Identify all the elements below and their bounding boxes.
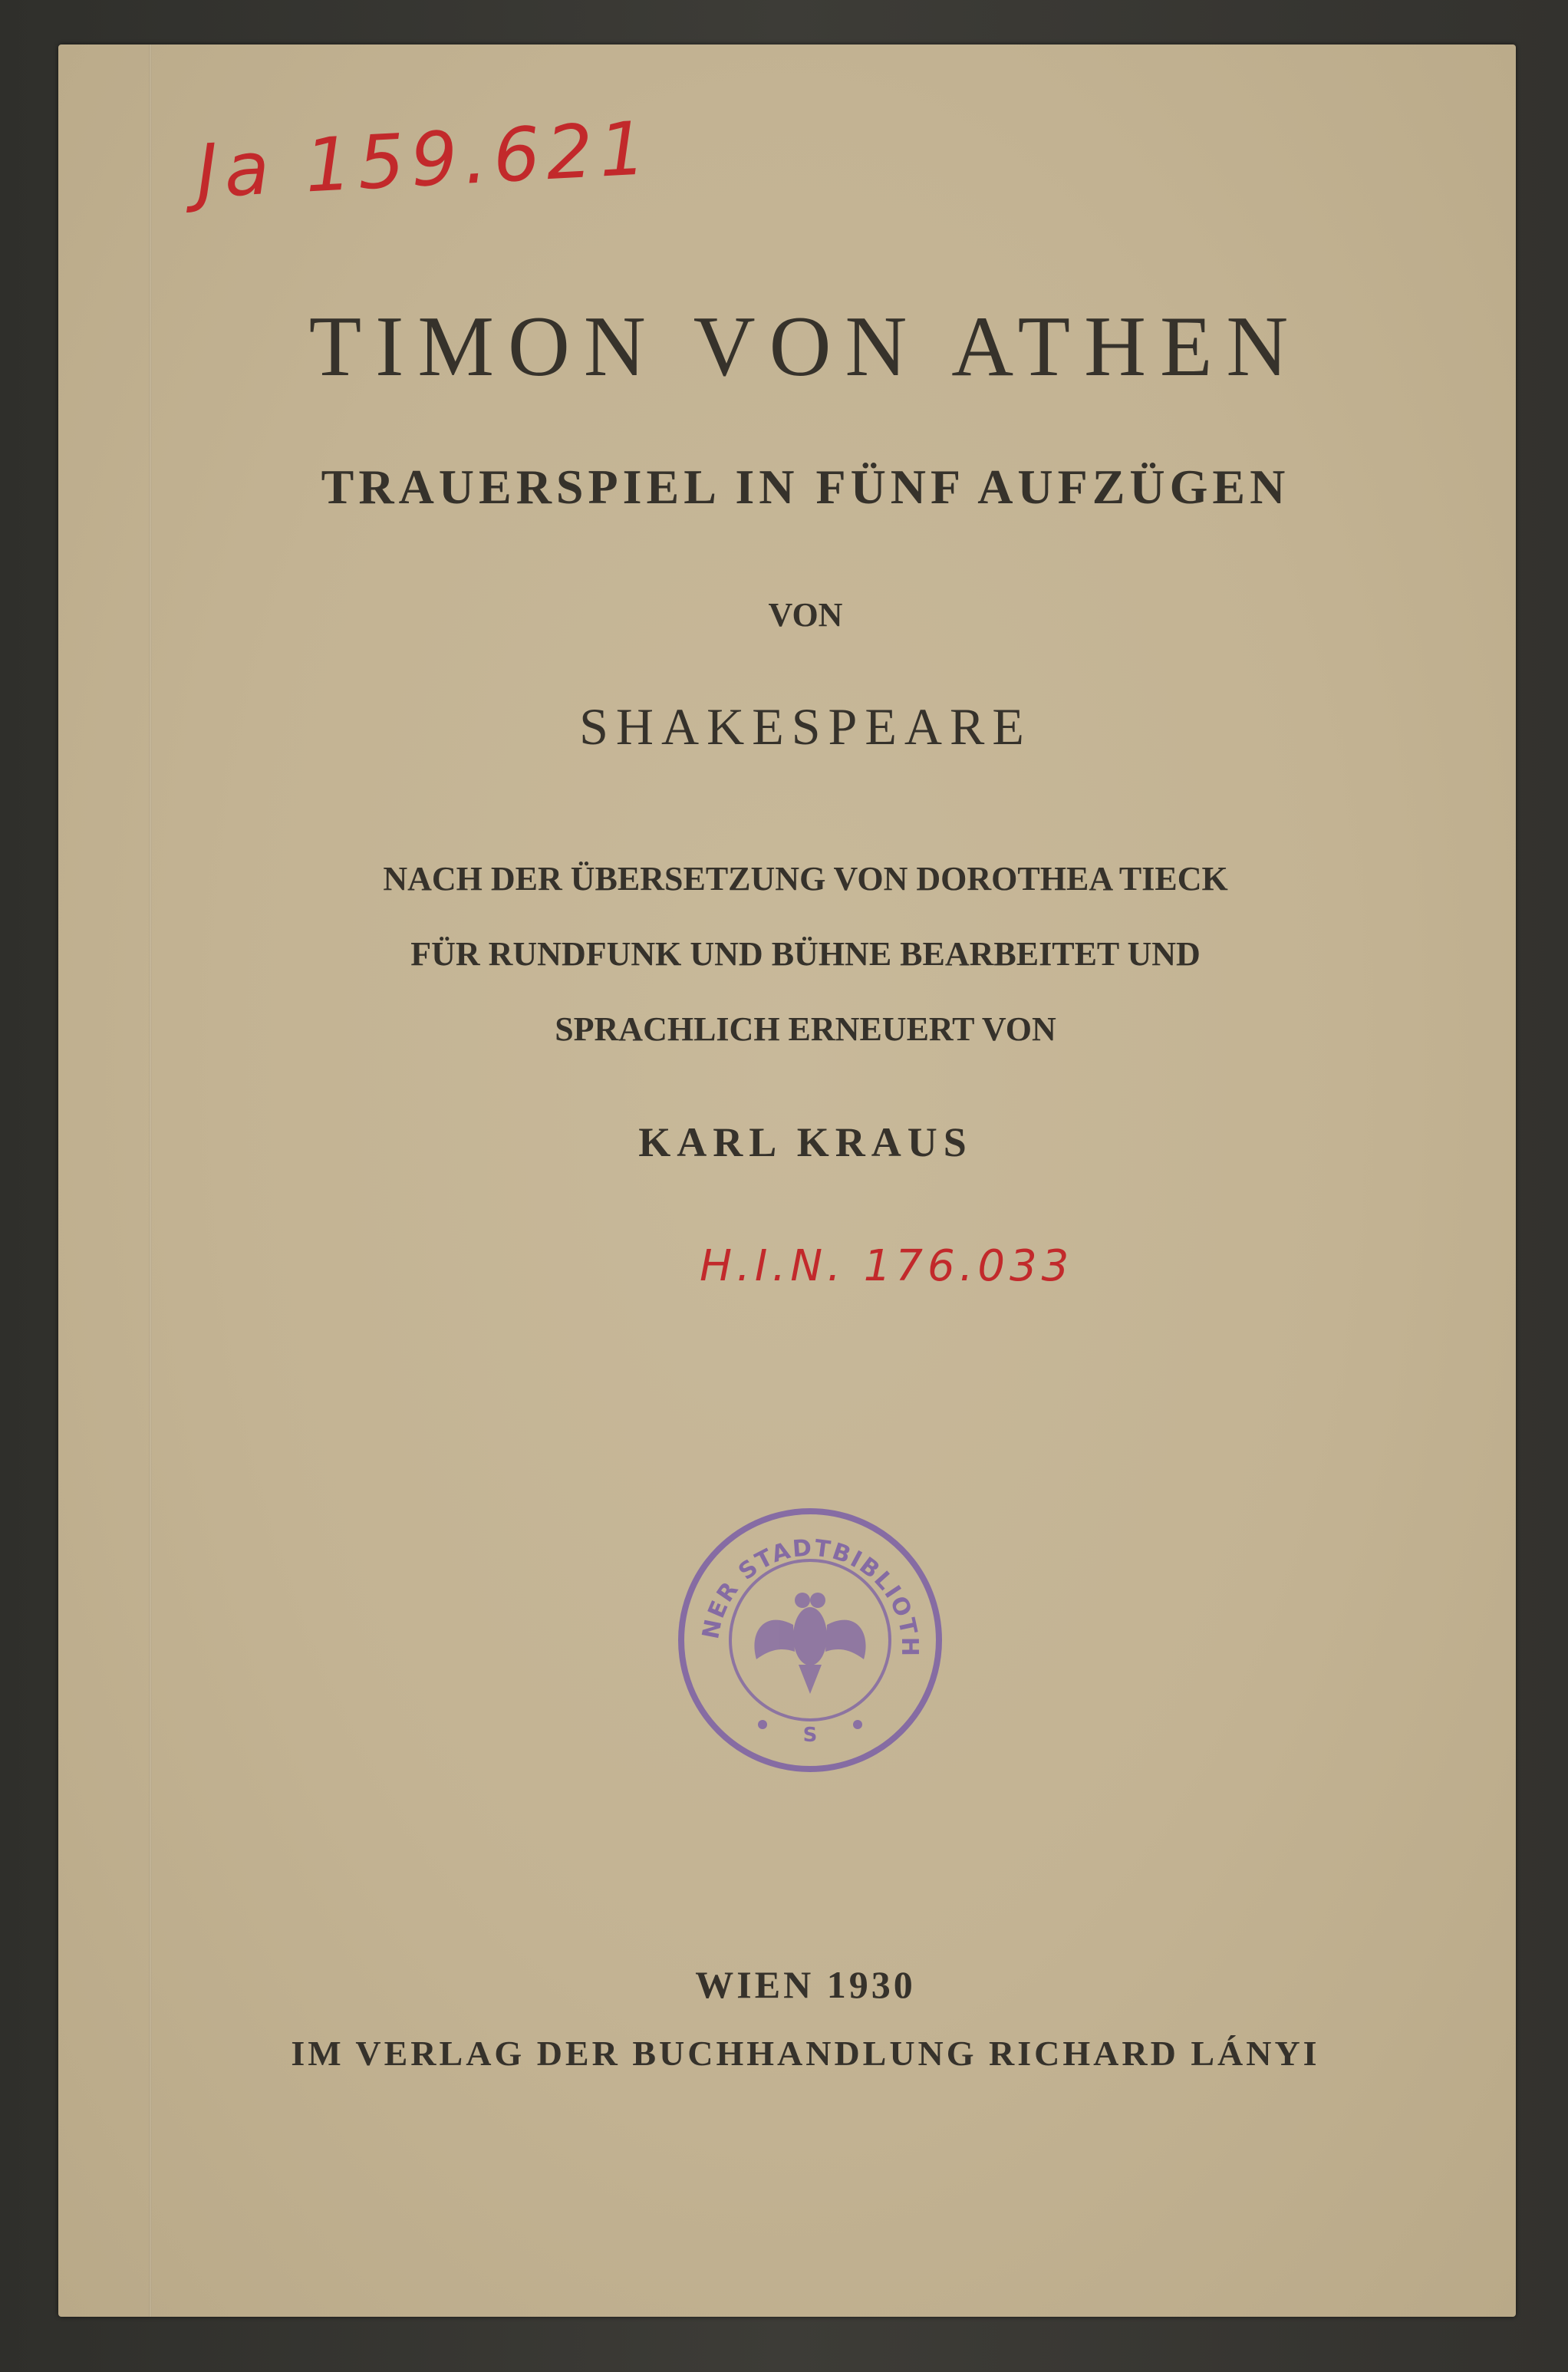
- credit-line: FÜR RUNDFUNK UND BÜHNE BEARBEITET UND: [410, 935, 1201, 973]
- by-word: VON: [768, 596, 843, 634]
- book-cover: [58, 44, 1516, 2317]
- imprint-place-year: WIEN 1930: [695, 1963, 916, 2006]
- library-stamp-seal-icon: [672, 1502, 948, 1778]
- eagle-emblem-icon: [754, 1593, 865, 1694]
- translator-name: KARL KRAUS: [638, 1119, 973, 1165]
- book-subtitle: TRAUERSPIEL IN FÜNF AUFZÜGEN: [321, 460, 1290, 514]
- credit-line: SPRACHLICH ERNEUERT VON: [555, 1010, 1056, 1048]
- author-name: SHAKESPEARE: [579, 697, 1032, 756]
- handwritten-shelfmark: Ja 159.621: [194, 104, 654, 215]
- library-stamp: [672, 1502, 948, 1778]
- stamp-letter: S: [802, 1724, 818, 1747]
- stamp-text: NER STADTBIBLIOTH: [697, 1534, 924, 1659]
- imprint-publisher: IM VERLAG DER BUCHHANDLUNG RICHARD LÁNYI: [291, 2034, 1320, 2073]
- book-title: TIMON VON ATHEN: [308, 299, 1303, 394]
- handwritten-inventory-number: H.I.N. 176.033: [700, 1241, 1074, 1291]
- credit-line: NACH DER ÜBERSETZUNG VON DOROTHEA TIECK: [383, 860, 1228, 898]
